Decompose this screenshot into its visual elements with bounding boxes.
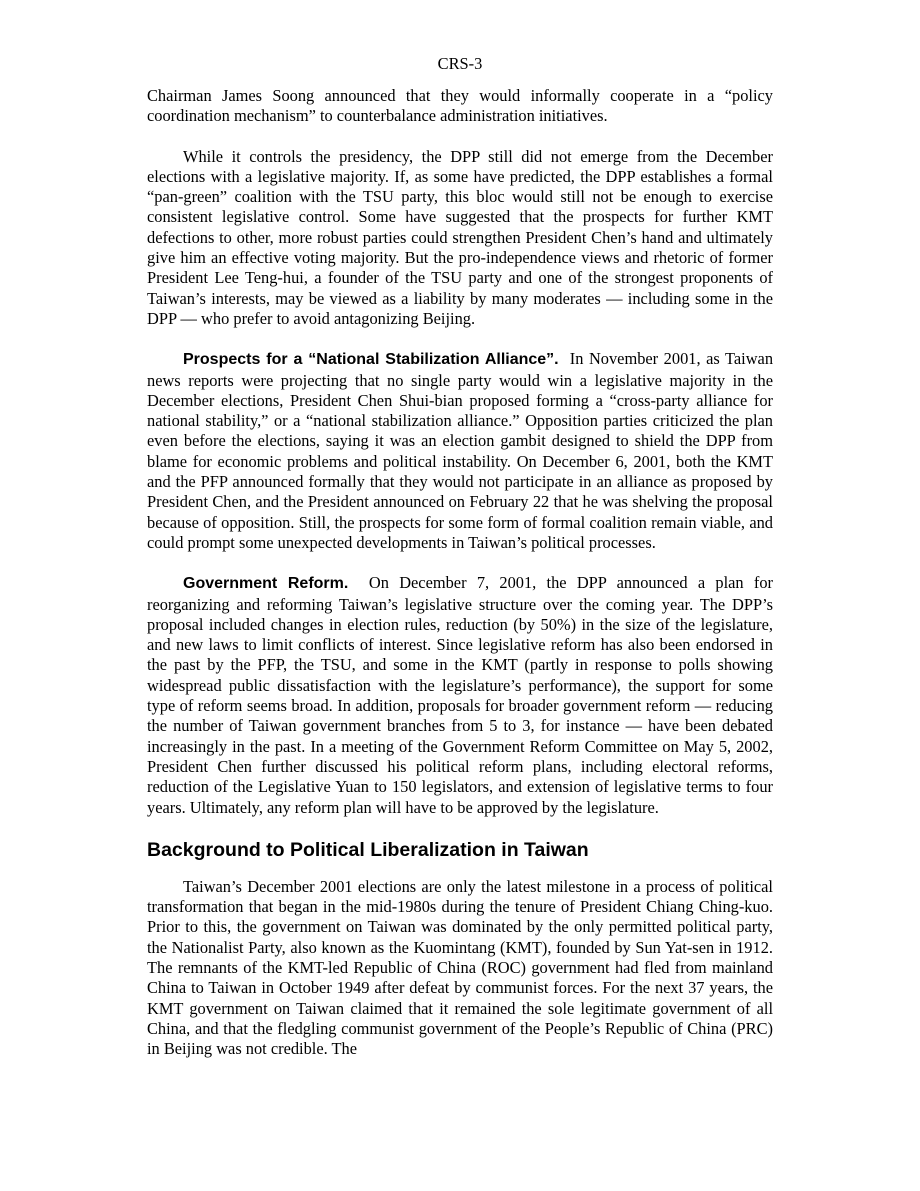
document-page [147, 54, 773, 1079]
paragraph-stabilization-alliance [147, 349, 773, 553]
paragraph-text-government-reform: On December 7, 2001, the DPP announced a plan for reorganizing and reforming Taiwan’s legislative structure over the coming year. The DPP’s proposal included changes in election rules, reduction (by 50%) in the size of the legislature, and new laws to limit conflicts of interest. Since legislative reform has also been endorsed in the past by the PFP, the TSU, and some in the KMT (partly in response to polls showing widespread public dissatisfaction with the legislature’s performance), the support for some type of reform seems broad. In addition, proposals for broader government reform — reducing the number of Taiwan government branches from 5 to 3, for instance — have been debated increasingly in the past. In a meeting of the Government Reform Committee on May 5, 2002, President Chen further discussed his political reform plans, including electoral reforms, reduction of the Legislative Yuan to 150 legislators, and extension of legislative terms to four years. Ultimately, any reform plan will have to be approved by the legislature. [147, 573, 774, 817]
paragraph-text-stabilization-alliance: In November 2001, as Taiwan news reports were projecting that no single party would win a legislative majority in the December elections, President Chen Shui-bian proposed forming a “cross-party alliance for national stability,” or a “national stabilization alliance.” Opposition parties criticized the plan even before the elections, saying it was an election gambit designed to shield the DPP from blame for economic problems and political instability. On December 6, 2001, both the KMT and the PFP announced formally that they would not participate in an alliance as proposed by President Chen, and the President announced on February 22 that he was shelving the proposal because of opposition. Still, the prospects for some form of formal coalition remain viable, and could prompt some unexpected developments in Taiwan’s political processes. [147, 349, 774, 552]
section-heading: Background to Political Liberalization in Taiwan [147, 838, 589, 861]
paragraph-continuation: Chairman James Soong announced that they would informally cooperate in a “policy coordination mechanism” to counterbalance administration initiatives. [147, 86, 773, 126]
paragraph-background: Taiwan’s December 2001 elections are only the latest milestone in a process of political transformation that began in the mid-1980s during the tenure of President Chiang Ching-kuo. Prior to this, the government on Taiwan was dominated by the only permitted political party, the Nationalist Party, also known as the Kuomintang (KMT), founded by Sun Yat-sen in 1912. The remnants of the KMT-led Republic of China (ROC) government had fled from mainland China to Taiwan in October 1949 after defeat by communist forces. For the next 37 years, the KMT government on Taiwan claimed that it remained the sole legitimate government of all China, and that the fledgling communist government of the People’s Republic of China (PRC) in Beijing was not credible. The [147, 876, 773, 1059]
page-number: CRS-3 [437, 54, 483, 73]
run-in-heading-stabilization-alliance: Prospects for a “National Stabilization Alliance”. [183, 351, 559, 369]
paragraph-government-reform [147, 573, 773, 818]
paragraph-dpp-majority: While it controls the presidency, the DPP still did not emerge from the December elections with a legislative majority. If, as some have predicted, the DPP establishes a formal “pan-green” coalition with the TSU party, this bloc would still not be enough to exercise consistent legislative control. Some have suggested that the prospects for further KMT defections to other, more robust parties could strengthen President Chen’s hand and ultimately give him an effective voting majority. But the pro-independence views and rhetoric of former President Lee Teng-hui, a founder of the TSU party and one of the strongest proponents of Taiwan’s interests, may be viewed as a liability by many moderates — including some in the DPP — who prefer to avoid antagonizing Beijing. [147, 146, 773, 328]
run-in-heading-government-reform: Government Reform. [183, 575, 349, 593]
